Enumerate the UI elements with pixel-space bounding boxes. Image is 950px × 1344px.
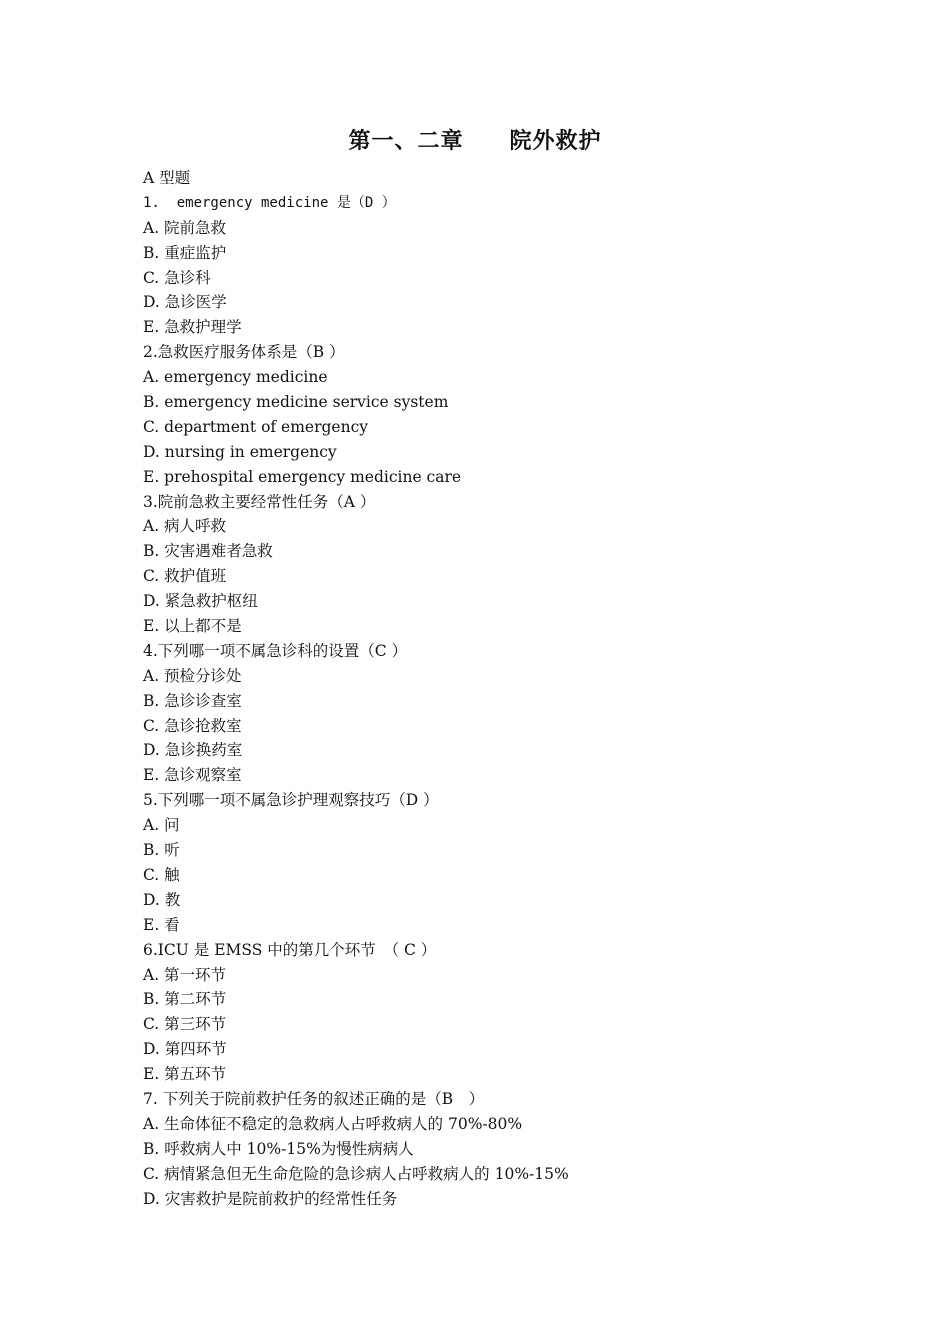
answer-option: C. 第三环节 xyxy=(143,1015,227,1034)
answer-option: E. 急救护理学 xyxy=(143,318,242,337)
answer-option: A. 生命体征不稳定的急救病人占呼救病人的 70%-80% xyxy=(143,1114,523,1133)
answer-option: D. 急诊换药室 xyxy=(143,741,243,760)
answer-option: D. 急诊医学 xyxy=(143,293,227,312)
answer-option: A. 病人呼救 xyxy=(143,517,227,536)
section-label: A 型题 xyxy=(143,169,191,187)
answer-option: B. 听 xyxy=(143,841,180,860)
answer-option: A. 问 xyxy=(143,816,180,835)
question-stem: 2.急救医疗服务体系是（B ） xyxy=(143,343,345,362)
answer-option: B. emergency medicine service system xyxy=(143,393,449,412)
answer-option: E. 以上都不是 xyxy=(143,617,242,636)
answer-option: C. 触 xyxy=(143,865,180,884)
answer-option: B. 灾害遇难者急救 xyxy=(143,542,273,561)
question-list xyxy=(143,166,843,1211)
answer-option: D. 教 xyxy=(143,890,181,909)
answer-option: B. 急诊诊查室 xyxy=(143,691,242,710)
answer-option: E. 急诊观察室 xyxy=(143,766,242,785)
answer-option: C. 急诊抢救室 xyxy=(143,716,242,735)
question-stem: 3.院前急救主要经常性任务（A ） xyxy=(143,492,376,511)
question-stem: 6.ICU 是 EMSS 中的第几个环节 （ C ） xyxy=(143,940,437,959)
question-stem: 4.下列哪一项不属急诊科的设置（C ） xyxy=(143,641,408,660)
answer-option: A. 院前急救 xyxy=(143,218,227,237)
answer-option: B. 第二环节 xyxy=(143,990,227,1009)
answer-option: C. 急诊科 xyxy=(143,268,211,287)
answer-option: B. 呼救病人中 10%-15%为慢性病病人 xyxy=(143,1139,414,1158)
answer-option: E. 第五环节 xyxy=(143,1065,227,1084)
answer-option: D. nursing in emergency xyxy=(143,442,337,461)
answer-option: E. prehospital emergency medicine care xyxy=(143,467,462,486)
answer-option: D. 灾害救护是院前救护的经常性任务 xyxy=(143,1189,398,1208)
question-stem: 1. emergency medicine 是（D ） xyxy=(143,194,396,211)
answer-option: C. 救护值班 xyxy=(143,567,227,586)
question-stem: 7. 下列关于院前救护任务的叙述正确的是（B ） xyxy=(143,1089,485,1108)
answer-option: C. department of emergency xyxy=(143,417,369,436)
answer-option: A. 第一环节 xyxy=(143,965,227,984)
answer-option: A. 预检分诊处 xyxy=(143,666,242,685)
answer-option: D. 第四环节 xyxy=(143,1040,227,1059)
answer-option: D. 紧急救护枢纽 xyxy=(143,592,258,611)
answer-option: A. emergency medicine xyxy=(143,368,328,387)
answer-option: B. 重症监护 xyxy=(143,243,227,262)
page-title: 第一、二章 院外救护 xyxy=(348,129,602,154)
answer-option: C. 病情紧急但无生命危险的急诊病人占呼救病人的 10%-15% xyxy=(143,1164,569,1183)
question-stem: 5.下列哪一项不属急诊护理观察技巧（D ） xyxy=(143,791,439,810)
answer-option: E. 看 xyxy=(143,915,180,934)
